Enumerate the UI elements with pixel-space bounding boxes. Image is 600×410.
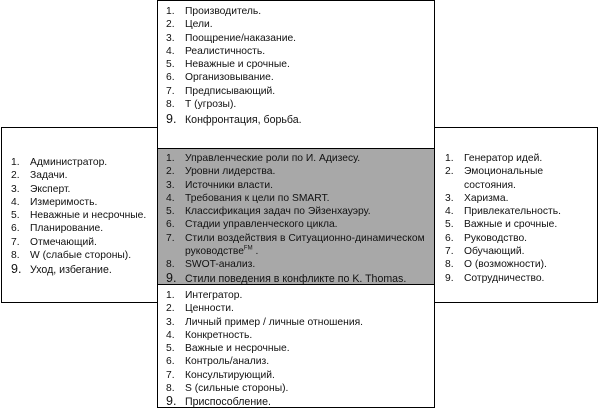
left-item-4: Измеримость. [30, 196, 98, 208]
center-item-7-suffix: . [252, 246, 259, 258]
center-item-7-text [185, 232, 430, 259]
list-item: 2. Эмоциональные состояния. [445, 165, 593, 192]
center-item-5: Классификация задач по Эйзенхауэру. [185, 206, 371, 218]
list-item: 7. Обучающий. [445, 245, 593, 258]
top-item-1: Производитель. [185, 6, 262, 17]
left-item-1: Администратор. [30, 157, 108, 168]
right-item-6: Руководство. [464, 232, 528, 244]
center-list [166, 152, 430, 286]
left-item-8: W (слабые стороны). [30, 250, 132, 262]
center-item-3: Источники власти. [185, 179, 274, 191]
list-item: 7. Предписывающий. [166, 85, 430, 98]
list-item: 6. Руководство. [445, 232, 593, 245]
left-item-2: Задачи. [30, 170, 68, 182]
left-panel [1, 127, 158, 303]
right-item-9: Сотрудничество. [464, 272, 545, 284]
list-item: 1. Управленческие роли по И. Адизесу. [166, 152, 430, 165]
center-item-4: Требования к цели по SMART. [185, 192, 330, 204]
right-item-2: Эмоциональные состояния. [464, 166, 544, 191]
right-item-4: Привлекательность. [464, 206, 561, 218]
center-item-9: Стили поведения в конфликте по K. Thomas. [185, 272, 407, 285]
top-item-8: Т (угрозы). [185, 99, 237, 111]
list-item: 9. Приспособление. [166, 395, 430, 409]
bottom-item-2: Ценности. [185, 303, 234, 315]
list-item: 3. Харизма. [445, 192, 593, 205]
list-item: 9. Конфронтация, борьба. [166, 113, 430, 127]
center-item-7-superscript: FM [243, 245, 253, 252]
center-item-8: SWOT-анализ. [185, 259, 256, 271]
bottom-item-9: Приспособление. [185, 396, 271, 409]
top-item-6: Организовывание. [185, 72, 274, 84]
top-item-5: Неважные и срочные. [185, 59, 290, 71]
right-item-8: О (возможности). [464, 259, 547, 271]
list-item: 6. Планирование. [11, 222, 155, 235]
list-item: 9. Стили поведения в конфликте по K. Thomas. [166, 272, 430, 286]
center-item-7: Стили воздействия в Ситуационно-динамическом руководстве [185, 232, 425, 258]
top-item-2: Цели. [185, 19, 213, 31]
right-panel [434, 127, 598, 303]
list-item: 4. Реалистичность. [166, 45, 430, 58]
list-item: 8. SWOT-анализ. [166, 258, 430, 271]
right-item-1: Генератор идей. [464, 153, 543, 164]
bottom-item-1: Интегратор. [185, 290, 243, 301]
bottom-list [166, 289, 430, 410]
top-item-9: Конфронтация, борьба. [185, 114, 302, 127]
list-item: 3. Личный пример / личные отношения. [166, 316, 430, 329]
list-item: 1. Администратор. [11, 156, 155, 169]
list-item: 3. Поощрение/наказание. [166, 32, 430, 45]
list-item: 6. Стадии управленческого цикла. [166, 218, 430, 231]
list-item: 3. Эксперт. [11, 183, 155, 196]
left-item-5: Неважные и несрочные. [30, 210, 147, 222]
center-item-1: Управленческие роли по И. Адизесу. [185, 153, 361, 164]
bottom-item-4: Конкретность. [185, 329, 253, 341]
center-item-6: Стадии управленческого цикла. [185, 219, 338, 231]
left-item-9: Уход, избегание. [30, 264, 112, 277]
bottom-item-8: S (сильные стороны). [185, 383, 289, 395]
right-item-7: Обучающий. [464, 246, 525, 258]
list-item: 2. Задачи. [11, 169, 155, 182]
list-item: 4. Требования к цели по SMART. [166, 192, 430, 205]
list-item: 4. Конкретность. [166, 329, 430, 342]
list-item: 5. Важные и срочные. [445, 218, 593, 231]
list-item: 7. Консультирующий. [166, 369, 430, 382]
list-item: 2. Уровни лидерства. [166, 165, 430, 178]
top-item-7: Предписывающий. [185, 85, 276, 97]
bottom-panel [157, 284, 435, 408]
list-item: 5. Важные и несрочные. [166, 342, 430, 355]
list-item: 5. Неважные и несрочные. [11, 209, 155, 222]
left-item-7: Отмечающий. [30, 236, 97, 248]
list-item: 4. Привлекательность. [445, 205, 593, 218]
top-item-4: Реалистичность. [185, 45, 266, 57]
right-list [445, 152, 593, 285]
bottom-item-3: Личный пример / личные отношения. [185, 316, 364, 328]
list-item: 8. Т (угрозы). [166, 98, 430, 111]
list-item: 5. Классификация задач по Эйзенхауэру. [166, 205, 430, 218]
list-item: 9. Сотрудничество. [445, 272, 593, 285]
center-item-2: Уровни лидерства. [185, 166, 276, 178]
list-item: 1. Производитель. [166, 5, 430, 18]
list-item: 4. Измеримость. [11, 196, 155, 209]
left-item-3: Эксперт. [30, 183, 71, 195]
list-item: 7. Стили воздействия в Ситуационно-динамическом руководстве$^{FM}$ . [166, 232, 430, 259]
list-item: 9. Уход, избегание. [11, 263, 155, 277]
bottom-item-6: Контроль/анализ. [185, 356, 270, 368]
list-item: 6. Контроль/анализ. [166, 355, 430, 368]
top-list [166, 5, 430, 128]
right-item-5: Важные и срочные. [464, 219, 558, 231]
right-item-3: Харизма. [464, 192, 509, 204]
list-item: 8. W (слабые стороны). [11, 249, 155, 262]
list-item: 6. Организовывание. [166, 71, 430, 84]
left-item-6: Планирование. [30, 223, 104, 235]
list-item: 1. Генератор идей. [445, 152, 593, 165]
bottom-item-5: Важные и несрочные. [185, 343, 290, 355]
list-item: 5. Неважные и срочные. [166, 58, 430, 71]
bottom-item-7: Консультирующий. [185, 369, 275, 381]
list-item: 3. Источники власти. [166, 179, 430, 192]
list-item: 8. S (сильные стороны). [166, 382, 430, 395]
list-item: 2. Цели. [166, 18, 430, 31]
center-panel [157, 148, 435, 285]
list-item: 2. Ценности. [166, 302, 430, 315]
left-list [11, 156, 155, 278]
list-item: 7. Отмечающий. [11, 236, 155, 249]
list-item: 8. О (возможности). [445, 258, 593, 271]
top-item-3: Поощрение/наказание. [185, 32, 297, 44]
top-panel [157, 0, 435, 150]
list-item: 1. Интегратор. [166, 289, 430, 302]
